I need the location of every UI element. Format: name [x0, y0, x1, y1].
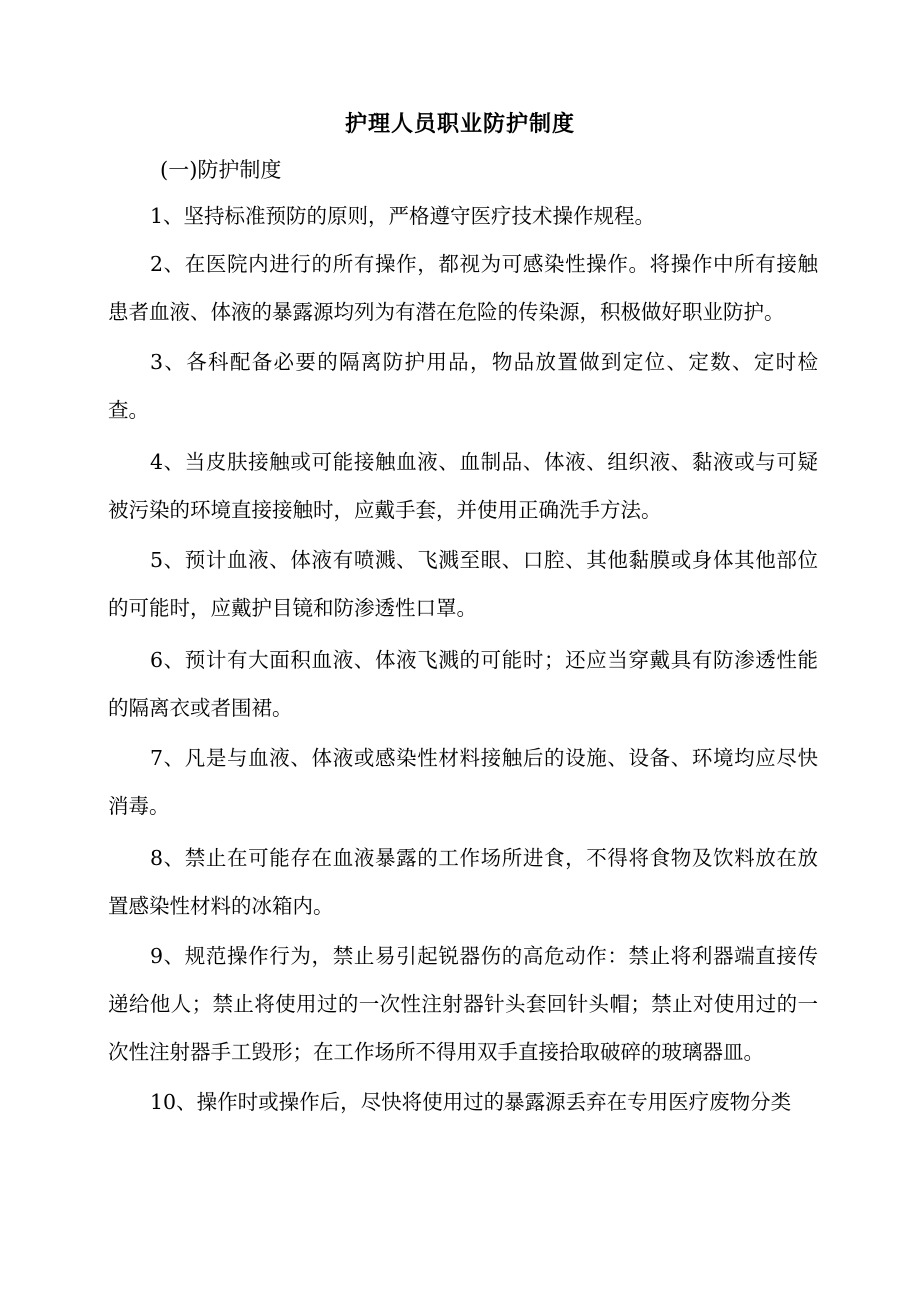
paragraph-3: 3、各科配备必要的隔离防护用品，物品放置做到定位、定数、定时检查。 — [108, 350, 818, 422]
paragraph-1: 1、坚持标准预防的原则，严格遵守医疗技术操作规程。 — [150, 204, 656, 228]
section-heading: (一)防护制度 — [160, 158, 282, 182]
paragraph-6: 6、预计有大面积血液、体液飞溅的可能时；还应当穿戴具有防渗透性能的隔离衣或者围裙。 — [108, 648, 818, 720]
paragraph-10: 10、操作时或操作后，尽快将使用过的暴露源丢弃在专用医疗废物分类 — [150, 1090, 792, 1114]
paragraph-5: 5、预计血液、体液有喷溅、飞溅至眼、口腔、其他黏膜或身体其他部位的可能时，应戴护目镜和防渗透性口罩。 — [108, 548, 818, 620]
document-title: 护理人员职业防护制度 — [344, 111, 575, 137]
paragraph-9: 9、规范操作行为，禁止易引起锐器伤的高危动作：禁止将利器端直接传递给他人；禁止将使用过的一次性注射器针头套回针头帽；禁止对使用过的一次性注射器手工毁形；在工作场所不得用双手直接拾取破碎的玻璃器皿。 — [108, 944, 818, 1064]
paragraph-2: 2、在医院内进行的所有操作，都视为可感染性操作。将操作中所有接触患者血液、体液的暴露源均列为有潜在危险的传染源，积极做好职业防护。 — [108, 252, 818, 324]
paragraph-4: 4、当皮肤接触或可能接触血液、血制品、体液、组织液、黏液或与可疑被污染的环境直接接触时，应戴手套，并使用正确洗手方法。 — [108, 450, 818, 522]
paragraph-7: 7、凡是与血液、体液或感染性材料接触后的设施、设备、环境均应尽快消毒。 — [108, 746, 818, 818]
paragraph-8: 8、禁止在可能存在血液暴露的工作场所进食，不得将食物及饮料放在放置感染性材料的冰箱内。 — [108, 846, 818, 918]
